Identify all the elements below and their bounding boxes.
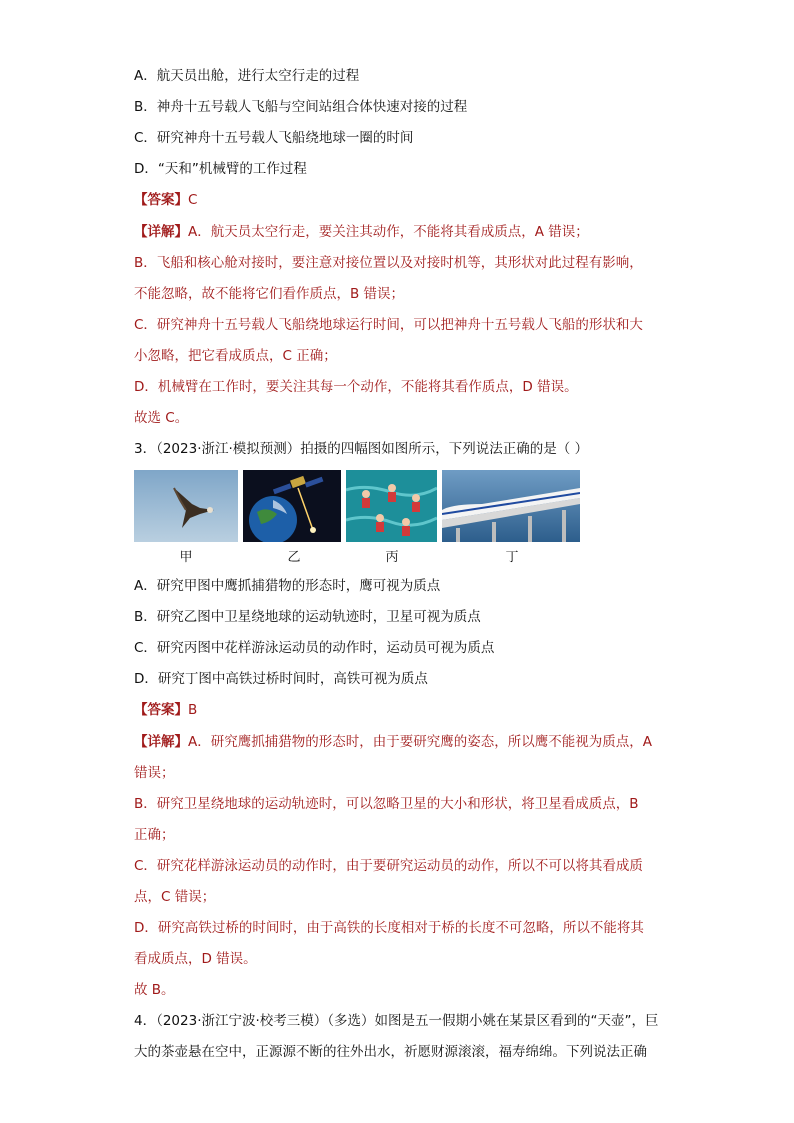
q2-option-b: B．神舟十五号载人飞船与空间站组合体快速对接的过程: [134, 99, 468, 115]
q3-detail-line-1: [134, 732, 652, 752]
q4-stem-line-1: 4．（2023·浙江宁波·校考三模）（多选）如图是五一假期小姚在某景区看到的“天壶”，巨: [134, 1013, 659, 1029]
q3-figures: [134, 470, 584, 566]
figure-label-yi: 乙: [287, 550, 301, 565]
q3-option-c: C．研究丙图中花样游泳运动员的动作时，运动员可视为质点: [134, 640, 495, 656]
q3-answer-value: B: [188, 702, 198, 718]
q2-detail-text-1: A．航天员太空行走，要关注其动作，不能将其看成质点，A 错误；: [188, 224, 589, 240]
q3-option-b: B．研究乙图中卫星绕地球的运动轨迹时，卫星可视为质点: [134, 609, 481, 625]
q2-answer: [134, 190, 197, 210]
q3-detail-text-1: A．研究鹰抓捕猎物的形态时，由于要研究鹰的姿态，所以鹰不能视为质点，A: [188, 734, 652, 750]
figure-label-bing: 丙: [385, 550, 399, 565]
q3-detail-line-9: 故 B。: [134, 982, 175, 998]
q2-answer-value: C: [188, 192, 198, 208]
q4-stem-line-2: 大的茶壶悬在空中，正源源不断的往外出水，祈愿财源滚滚，福寿绵绵。下列说法正确: [134, 1044, 647, 1060]
q2-detail-line-1: [134, 222, 589, 242]
q2-detail-line-2: B．飞船和核心舱对接时，要注意对接位置以及对接时机等，其形状对此过程有影响，: [134, 255, 643, 271]
q2-answer-tag: 【答案】: [134, 192, 188, 208]
q2-detail-line-6: D．机械臂在工作时，要关注其每一个动作，不能将其看作质点，D 错误。: [134, 379, 578, 395]
q3-detail-line-4: 正确；: [134, 827, 175, 843]
q2-detail-line-7: 故选 C。: [134, 410, 189, 426]
q2-option-d: D．“天和”机械臂的工作过程: [134, 161, 307, 177]
q3-detail-line-7: D．研究高铁过桥的时间时，由于高铁的长度相对于桥的长度不可忽略，所以不能将其: [134, 920, 644, 936]
q3-detail-line-3: B．研究卫星绕地球的运动轨迹时，可以忽略卫星的大小和形状，将卫星看成质点，B: [134, 796, 639, 812]
q3-detail-line-8: 看成质点，D 错误。: [134, 951, 257, 967]
q2-option-c: C．研究神舟十五号载人飞船绕地球一圈的时间: [134, 130, 414, 146]
q2-detail-line-5: 小忽略，把它看成质点，C 正确；: [134, 348, 337, 364]
figure-eagle-image: [134, 470, 238, 542]
q3-detail-line-6: 点，C 错误；: [134, 889, 216, 905]
q3-option-d: D．研究丁图中高铁过桥时间时，高铁可视为质点: [134, 671, 428, 687]
q2-detail-tag: 【详解】: [134, 224, 188, 240]
figure-label-ding: 丁: [505, 550, 519, 565]
q3-answer-tag: 【答案】: [134, 702, 188, 718]
q3-stem: 3．（2023·浙江·模拟预测）拍摄的四幅图如图所示，下列说法正确的是（ ）: [134, 441, 589, 457]
figure-swimming-image: [346, 470, 437, 542]
q3-detail-line-2: 错误；: [134, 765, 175, 781]
figure-satellite-image: [243, 470, 341, 542]
figure-label-jia: 甲: [179, 550, 193, 565]
q2-option-a: A．航天员出舱，进行太空行走的过程: [134, 68, 360, 84]
q2-detail-line-3: 不能忽略，故不能将它们看作质点，B 错误；: [134, 286, 405, 302]
figure-train-image: [442, 470, 580, 542]
q3-answer: [134, 700, 197, 720]
q3-detail-tag: 【详解】: [134, 734, 188, 750]
q2-detail-line-4: C．研究神舟十五号载人飞船绕地球运行时间，可以把神舟十五号载人飞船的形状和大: [134, 317, 643, 333]
q3-option-a: A．研究甲图中鹰抓捕猎物的形态时，鹰可视为质点: [134, 578, 441, 594]
q3-detail-line-5: C．研究花样游泳运动员的动作时，由于要研究运动员的动作，所以不可以将其看成质: [134, 858, 643, 874]
